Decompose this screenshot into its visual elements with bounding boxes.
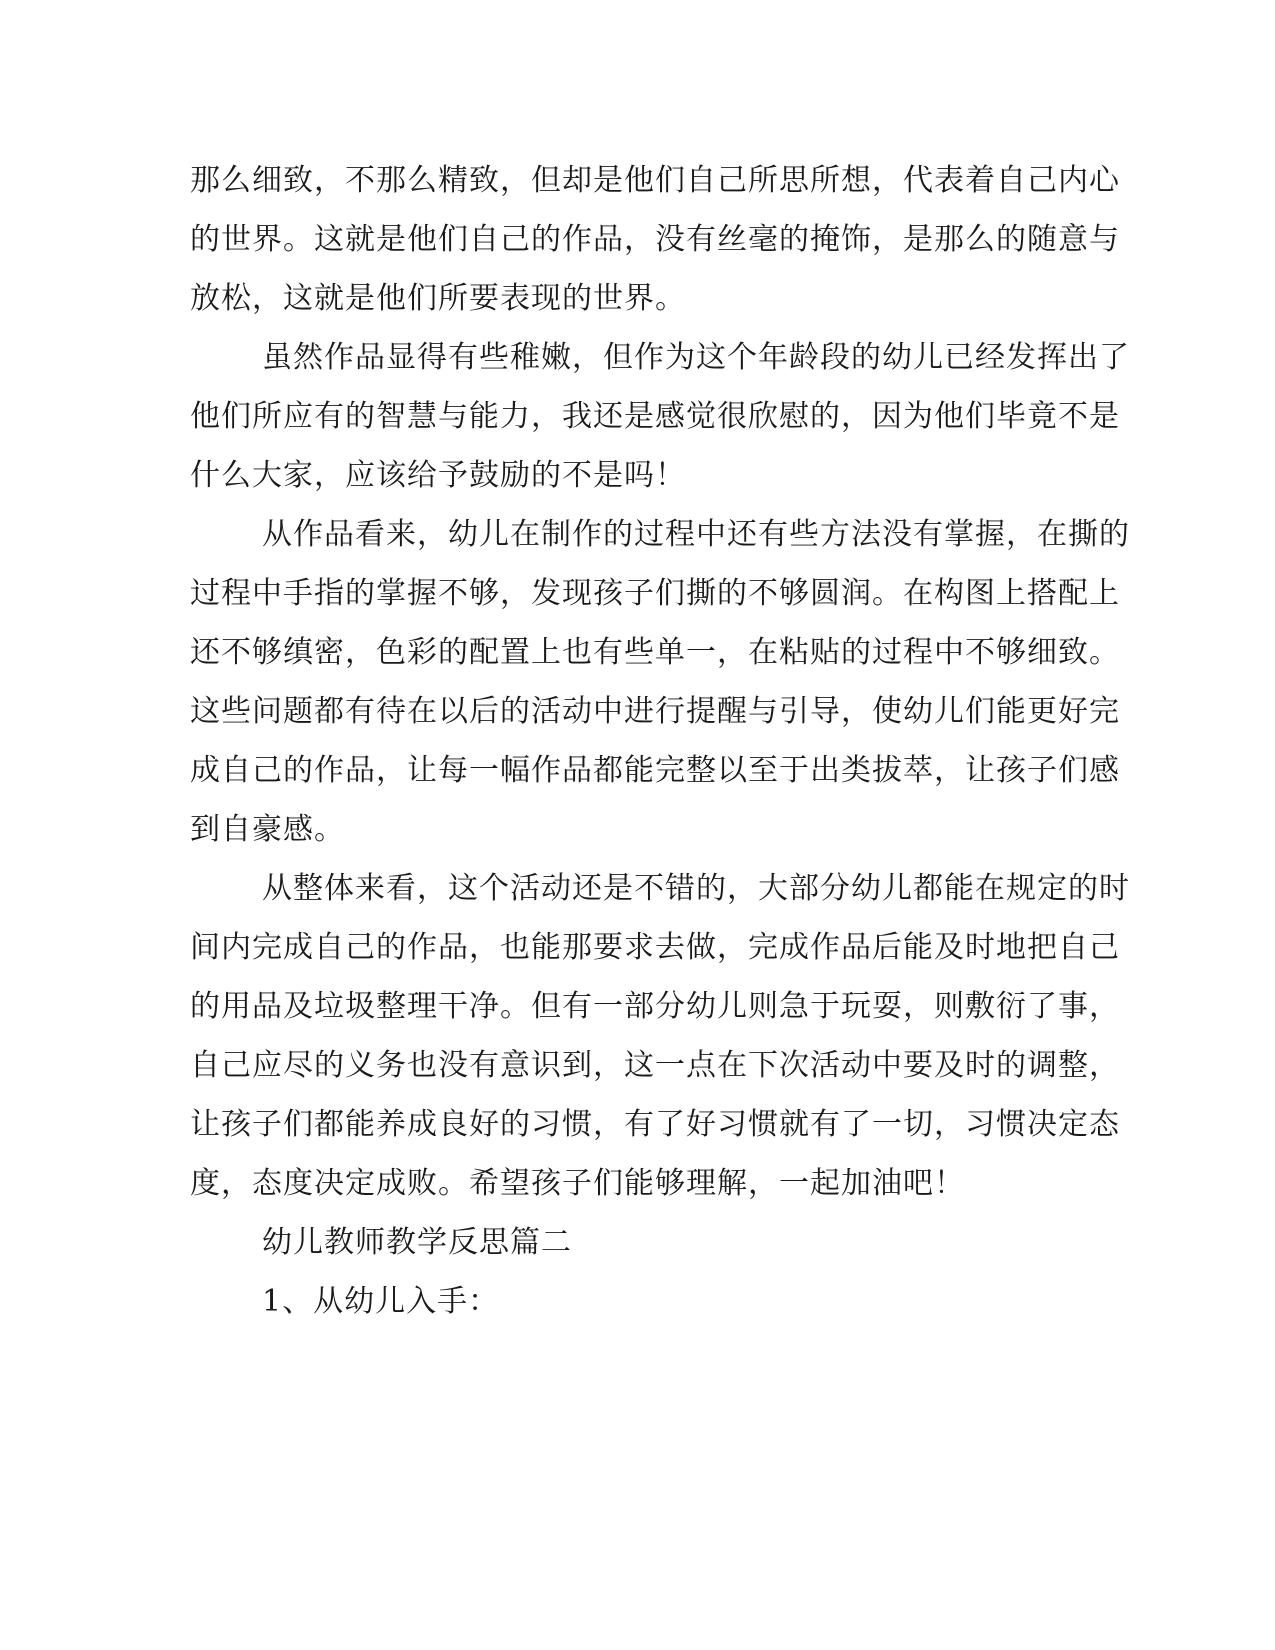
- text-line: 自己应尽的义务也没有意识到，这一点在下次活动中要及时的调整，: [190, 1048, 1120, 1083]
- text-line: 过程中手指的掌握不够，发现孩子们撕的不够圆润。在构图上搭配上: [190, 576, 1120, 611]
- text-line: 的世界。这就是他们自己的作品，没有丝毫的掩饰，是那么的随意与: [190, 222, 1120, 257]
- text-line: 他们所应有的智慧与能力，我还是感觉很欣慰的，因为他们毕竟不是: [190, 399, 1120, 434]
- text-line: 这些问题都有待在以后的活动中进行提醒与引导，使幼儿们能更好完: [190, 694, 1120, 729]
- text-line: 成自己的作品，让每一幅作品都能完整以至于出类拔萃，让孩子们感: [190, 753, 1120, 788]
- text-line: 还不够缜密，色彩的配置上也有些单一，在粘贴的过程中不够细致。: [190, 635, 1120, 670]
- text-line: 度，态度决定成败。希望孩子们能够理解，一起加油吧！: [190, 1166, 965, 1201]
- text-line: 间内完成自己的作品，也能那要求去做，完成作品后能及时地把自己: [190, 930, 1120, 965]
- section-heading: 幼儿教师教学反思篇二: [262, 1225, 572, 1260]
- text-line: 到自豪感。: [190, 812, 345, 847]
- paragraph-first-line: 从整体来看，这个活动还是不错的，大部分幼儿都能在规定的时: [262, 871, 1130, 906]
- text-line: 放松，这就是他们所要表现的世界。: [190, 281, 686, 316]
- text-line: 的用品及垃圾整理干净。但有一部分幼儿则急于玩耍，则敷衍了事，: [190, 989, 1120, 1024]
- paragraph-first-line: 虽然作品显得有些稚嫩，但作为这个年龄段的幼儿已经发挥出了: [262, 340, 1130, 375]
- text-line: 让孩子们都能养成良好的习惯，有了好习惯就有了一切，习惯决定态: [190, 1107, 1120, 1142]
- text-line: 什么大家，应该给予鼓励的不是吗！: [190, 458, 686, 493]
- text-line: 那么细致，不那么精致，但却是他们自己所思所想，代表着自己内心: [190, 163, 1120, 198]
- list-item-heading: 1、从幼儿入手：: [262, 1284, 500, 1319]
- paragraph-first-line: 从作品看来，幼儿在制作的过程中还有些方法没有掌握，在撕的: [262, 517, 1130, 552]
